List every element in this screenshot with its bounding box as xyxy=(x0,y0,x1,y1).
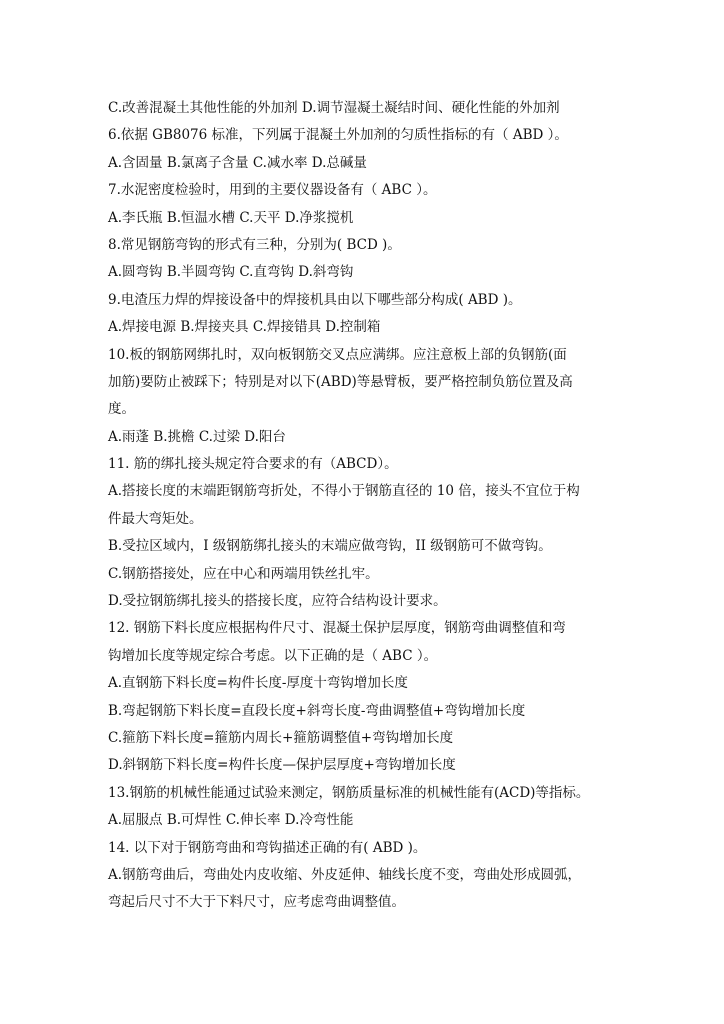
option-line: A.直钢筋下料长度=构件长度-厚度十弯钩增加长度 xyxy=(108,675,408,692)
question-line: 10.板的钢筋网绑扎时，双向板钢筋交叉点应满绑。应注意板上部的负钢筋(面 xyxy=(108,346,567,363)
option-line: A.钢筋弯曲后，弯曲处内皮收缩、外皮延伸、轴线长度不变，弯曲处形成圆弧， xyxy=(108,866,582,883)
options-line: A.含固量 B.氯离子含量 C.减水率 D.总碱量 xyxy=(108,154,367,171)
question-line: 7.水泥密度检验时，用到的主要仪器设备有（ ABC ）。 xyxy=(108,182,437,199)
option-line: D.斜钢筋下料长度=构件长度—保护层厚度+弯钩增加长度 xyxy=(108,757,456,774)
question-line: 6.依据 GB8076 标准，下列属于混凝土外加剂的匀质性指标的有（ ABD ）。 xyxy=(108,127,568,144)
options-line: A.屈服点 B.可焊性 C.伸长率 D.冷弯性能 xyxy=(108,812,354,829)
option-line: B.受拉区域内，I 级钢筋绑扎接头的末端应做弯钩，II 级钢筋可不做弯钩。 xyxy=(108,538,552,555)
question-line: 12. 钢筋下料长度应根据构件尺寸、混凝土保护层厚度，钢筋弯曲调整值和弯 xyxy=(108,620,566,637)
document-page xyxy=(108,95,618,917)
question-line: 钩增加长度等规定综合考虑。以下正确的是（ ABC ）。 xyxy=(108,647,438,664)
options-line: A.李氏瓶 B.恒温水槽 C.天平 D.净浆搅机 xyxy=(108,209,354,226)
options-line: A.圆弯钩 B.半圆弯钩 C.直弯钩 D.斜弯钩 xyxy=(108,264,354,281)
option-line: 弯起后尺寸不大于下料尺寸，应考虑弯曲调整值。 xyxy=(108,894,405,911)
option-line: D.受拉钢筋绑扎接头的搭接长度，应符合结构设计要求。 xyxy=(108,593,447,610)
option-line: 件最大弯矩处。 xyxy=(108,510,203,527)
option-line: A.搭接长度的末端距钢筋弯折处，不得小于钢筋直径的 10 倍，接头不宜位于构 xyxy=(108,483,580,500)
question-line: 13.钢筋的机械性能通过试验来测定，钢筋质量标准的机械性能有(ACD)等指标。 xyxy=(108,784,590,801)
question-line: 11. 筋的绑扎接头规定符合要求的有（ABCD）。 xyxy=(108,456,398,473)
text-line: C.改善混凝土其他性能的外加剂 D.调节湿凝土凝结时间、硬化性能的外加剂 xyxy=(108,100,560,116)
question-line: 度。 xyxy=(108,401,135,418)
option-line: C.箍筋下料长度=箍筋内周长+箍筋调整值+弯钩增加长度 xyxy=(108,729,454,746)
question-line: 14. 以下对于钢筋弯曲和弯钩描述正确的有( ABD )。 xyxy=(108,839,427,856)
option-line: B.弯起钢筋下料长度=直段长度+斜弯长度-弯曲调整值+弯钩增加长度 xyxy=(108,702,526,719)
options-line: A.焊接电源 B.焊接夹具 C.焊接错具 D.控制箱 xyxy=(108,319,381,336)
option-line: C.钢筋搭接处，应在中心和两端用铁丝扎牢。 xyxy=(108,565,379,582)
question-line: 加筋)要防止被踩下；特别是对以下(ABD)等悬臂板，要严格控制负筋位置及高 xyxy=(108,373,573,390)
options-line: A.雨蓬 B.挑檐 C.过梁 D.阳台 xyxy=(108,428,286,445)
question-line: 9.电渣压力焊的焊接设备中的焊接机具由以下哪些部分构成( ABD )。 xyxy=(108,291,522,308)
question-line: 8.常见钢筋弯钩的形式有三种，分别为( BCD )。 xyxy=(108,236,401,253)
